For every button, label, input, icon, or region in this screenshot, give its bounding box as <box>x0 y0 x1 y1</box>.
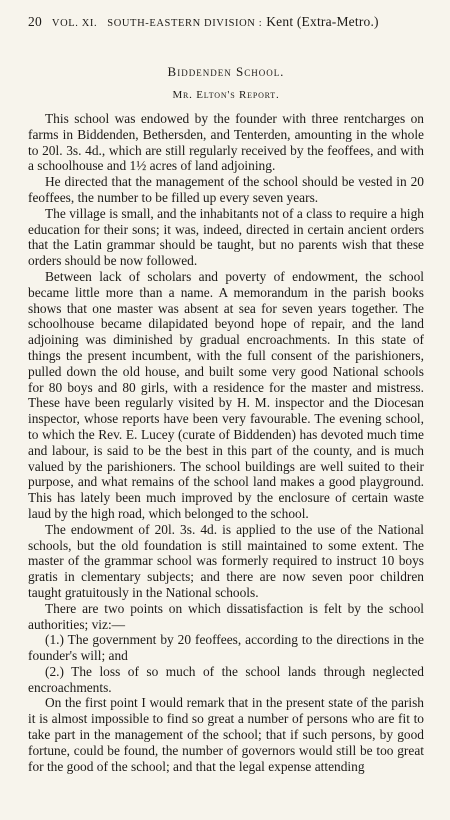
paragraph: The village is small, and the inhabitants not of a class to require a high education for their sons; it was, indeed, directed in certain ancient orders that the Latin grammar should be taught, but no parents wish that these orders should be now followed. <box>28 205 424 269</box>
report-subtitle: Mr. Elton's Report. <box>172 89 280 101</box>
running-header <box>28 14 424 30</box>
county-label: Kent (Extra-Metro.) <box>266 14 379 29</box>
volume-label: VOL. XI. <box>51 18 98 29</box>
paragraph: The endowment of 20l. 3s. 4d. is applied to the use of the National schools, but the old foundation is still maintained to some extent. The master of the grammar school was formerly required to instruct 10 boys gratis in clementary subjects; and there are now seven poor children taught gratuitously in the National schools. <box>28 521 424 600</box>
closing-paragraph: On the first point I would remark that in the present state of the parish it is almost impossible to find so great a number of persons who are fit to take part in the management of the school; that if such persons, by good fortune, could be found, the number of governors would still be too great for the good of the school; and that the legal expense attending <box>28 695 424 774</box>
list-item: (1.) The government by 20 feoffees, according to the directions in the founder's will; and <box>28 632 424 664</box>
paragraph: This school was endowed by the founder with three rentcharges on farms in Biddenden, Bethersden, and Tenterden, amounting in the whole to 20l. 3s. 4d., which are still regularly received by the feoffees, and with a schoolhouse and 1½ acres of land adjoining. <box>28 111 424 174</box>
paragraph: Between lack of scholars and poverty of endowment, the school became little more than a name. A memorandum in the parish books shows that one master was absent at sea for seven years together. The schoolhouse became dilapidated beyond hope of repair, and the land adjoining was diminished by gradual encroachments. In this state of things the present incumbent, with the full consent of the parishioners, pulled down the old house, and built some very good National schools for 80 boys and 80 girls, with a residence for the master and mistress. These have been regularly visited by H. M. inspector and the Diocesan inspector, whose reports have been very favourable. The evening school, to which the Rev. E. Lucey (curate of Biddenden) has devoted much time and labour, is said to be the best in this part of the county, and is much valued by the parishioners. The school buildings are well suited to their purpose, and what remains of the school land makes a good playground. This has lately been much improved by the enclosure of certain waste laud by the high road, which belonged to the school. <box>28 268 424 521</box>
page-number: 20 <box>28 14 42 29</box>
section-title: Biddenden School. <box>167 64 285 79</box>
list-item: (2.) The loss of so much of the school lands through neglected encroachments. <box>28 663 424 695</box>
paragraph: There are two points on which dissatisfaction is felt by the school authorities; viz:— <box>28 600 424 632</box>
division-label: SOUTH-EASTERN DIVISION : <box>107 18 263 29</box>
paragraph: He directed that the management of the school should be vested in 20 feoffees, the number to be filled up every seven years. <box>28 174 424 205</box>
